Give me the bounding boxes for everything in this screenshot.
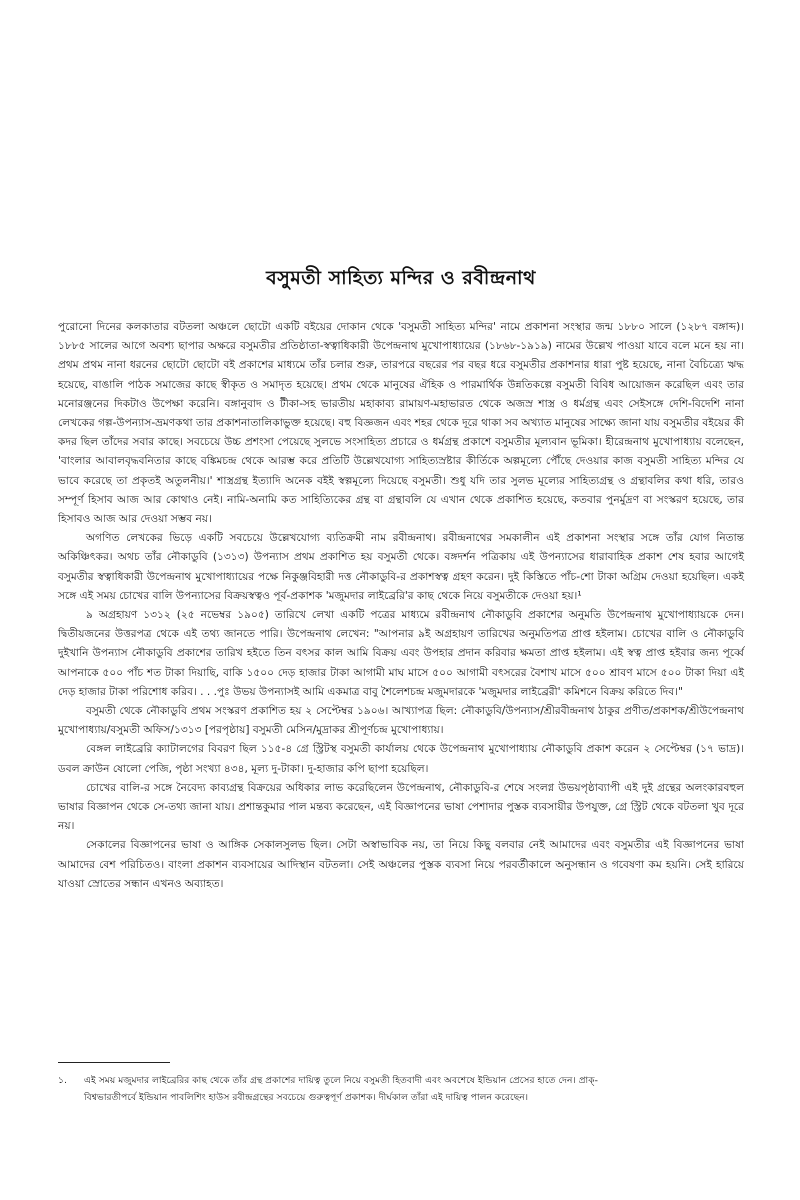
footnote-number: ১. [58,1075,67,1086]
article-body [58,318,744,894]
footnote-text: এই সময় মজুমদার লাইব্রেরির কাছ থেকে তাঁর গ্রন্থ প্রকাশের দায়িত্ব তুলে নিয়ে বসুমতী হিতবাদী এবং অবশেষে ইন্ডিয়ান প্রেসের হাতে দেন। প্রাক্- [84,1075,598,1086]
paragraph-6: চোখের বালি-র সঙ্গে নৈবেদ্য কাব্যগ্রন্থ বিক্রয়ের অধিকার লাভ করেছিলেন উপেন্দ্রনাথ, নৌকাডুবি-র শেষে সংলগ্ন উভয়পৃষ্ঠাব্যাপী এই দুই গ্রন্থের অলংকারবহুল ভাষার বিজ্ঞাপন থেকে সে-তথ্য জানা যায়। প্রশান্তকুমার পাল মন্তব্য করেছেন, এই বিজ্ঞাপনের ভাষা পেশাদার পুস্তক ব্যবসায়ীর উপযুক্ত, গ্রে স্ট্রিট থেকে বটতলা খুব দূরে নয়। [58,781,744,833]
paragraph-7: সেকালের বিজ্ঞাপনের ভাষা ও আঙ্গিক সেকালসুলভ ছিল। সেটা অস্বাভাবিক নয়, তা নিয়ে কিছু বলবার নেই আমাদের এবং বসুমতীর এই বিজ্ঞাপনের ভাষা আমাদের বেশ পরিচিতও। বাংলা প্রকাশন ব্যবসায়ের আদিস্থান বটতলা। সেই অঞ্চলের পুস্তক ব্যবসা নিয়ে পরবর্তীকালে অনুসন্ধান ও গবেষণা কম হয়নি। সেই হারিয়ে যাওয়া স্রোতের সন্ধান এখনও অব্যাহত। [58,839,744,890]
paragraph-4: বসুমতী থেকে নৌকাডুবি প্রথম সংস্করণ প্রকাশিত হয় ২ সেপ্টেম্বর ১৯০৬। আখ্যাপত্র ছিল: নৌকাডুবি/উপন্যাস/শ্রীরবীন্দ্রনাথ ঠাকুর প্রণীত/প্রকাশক/শ্রীউপেন্দ্রনাথ মুখোপাধ্যায়/বসুমতী অফিস/১৩১৩ [পরপৃষ্ঠায়] বসুমতী মেসিন/মুদ্রাকর শ্রীপূর্ণচন্দ্র মুখোপাধ্যায়। [58,705,744,737]
footnote-text-continued: বিশ্বভারতীপর্বে ইন্ডিয়ান পাবলিশিং হাউস রবীন্দ্রগ্রন্থের সবচেয়ে গুরুত্বপূর্ণ প্রকাশক। দীর্ঘকাল তাঁরা এই দায়িত্ব পালন করেছেন। [84,1092,529,1103]
paragraph-3: ৯ অগ্রহায়ণ ১৩১২ (২৫ নভেম্বর ১৯০৫) তারিখে লেখা একটি পত্রের মাধ্যমে রবীন্দ্রনাথ নৌকাডুবি প্রকাশের অনুমতি উপেন্দ্রনাথ মুখোপাধ্যায়কে দেন। দ্বিতীয়জনের উত্তরপত্র থেকে এই তথ্য জানতে পারি। উপেন্দ্রনাথ লেখেন: "আপনার ৯ই অগ্রহায়ণ তারিখের অনুমতিপত্র প্রাপ্ত হইলাম। চোখের বালি ও নৌকাডুবি দুইখানি উপন্যাস নৌকাডুবি প্রকাশের তারিখ হইতে তিন বৎসর কাল আমি বিক্রয় এবং উপহার প্রদান করিবার ক্ষমতা প্রাপ্ত হইলাম। এই স্বত্ব প্রাপ্ত হইবার জন্য পূর্ব্বে আপনাকে ৫০০ পাঁচ শত টাকা দিয়াছি, বাকি ১৫০০ দেড় হাজার টাকা আগামী মাঘ মাসে ৫০০ আগামী বৎসরের বৈশাখ মাসে ৫০০ শ্রাবণ মাসে ৫০০ টাকা দিয়া এই দেড় হাজার টাকা পরিশোধ করিব। . . .পুঃ উভয় উপন্যাসই আমি একমাত্র বাবু শৈলেশচন্দ্র মজুমদারকে 'মজুমদার লাইব্রেরী' কমিশনে বিক্রয় করিতে দিব।" [58,609,744,698]
paragraph-1: পুরোনো দিনের কলকাতার বটতলা অঞ্চলে ছোটো একটি বইয়ের দোকান থেকে 'বসুমতী সাহিত্য মন্দির' নামে প্রকাশনা সংস্থার জন্ম ১৮৮০ সালে (১২৮৭ বঙ্গাব্দ)। ১৮৮৫ সালের আগে অবশ্য ছাপার অক্ষরে বসুমতীর প্রতিষ্ঠাতা-স্বত্বাধিকারী উপেন্দ্রনাথ মুখোপাধ্যায়ের (১৮৬৮-১৯১৯) নামের উল্লেখ পাওয়া যাবে বলে মনে হয় না। প্রথম প্রথম নানা ধরনের ছোটো ছোটো বই প্রকাশের মাধ্যমে তাঁর চলার শুরু, তারপরে বছরের পর বছর ধরে বসুমতীর প্রকাশনার ধারা পুষ্ট হয়েছে, নানা বৈচিত্র্যে ঋদ্ধ হয়েছে, বাঙালি পাঠক সমাজের কাছে স্বীকৃত ও সমাদৃত হয়েছে। প্রথম থেকে মানুষের ঐহিক ও পারমার্থিক উন্নতিকল্পে বসুমতী বিবিধ আয়োজন করেছিল এবং তার মনোরঞ্জনের দিকটাও উপেক্ষা করেনি। বঙ্গানুবাদ ও টীকা-সহ ভারতীয় মহাকাব্য রামায়ণ-মহাভারত থেকে অজস্র শাস্ত্র ও ধর্মগ্রন্থ এবং সেইসঙ্গে দেশি-বিদেশি নানা লেখকের গল্প-উপন্যাস-ভ্রমণকথা তার প্রকাশনাতালিকাভুক্ত হয়েছে। বহু বিজ্ঞজন এবং শহর থেকে দূরে থাকা সব অখ্যাত মানুষের সাক্ষ্যে জানা যায় বসুমতীর বইয়ের কী কদর ছিল তাঁদের সবার কাছে। সবচেয়ে উচ্চ প্রশংসা পেয়েছে সুলভে সংসাহিত্য প্রচারে ও ধর্মগ্রন্থ প্রকাশে বসুমতীর মূল্যবান ভূমিকা। হীরেন্দ্রনাথ মুখোপাধ্যায় বলেছেন, 'বাংলার আবালবৃদ্ধবনিতার কাছে বঙ্কিমচন্দ্র থেকে আরম্ভ করে প্রতিটি উল্লেখযোগ্য সাহিত্যস্রষ্টার কীর্তিকে অল্পমূল্যে পৌঁছে দেওয়ার কাজ বসুমতী সাহিত্য মন্দির যে ভাবে করেছে তা প্রকৃতই অতুলনীয়।' শাস্ত্রগ্রন্থ ইত্যাদি অনেক বইই স্বল্পমূল্যে দিয়েছে বসুমতী। শুধু যদি তার সুলভ মূল্যের সাহিত্যগ্রন্থ ও গ্রন্থাবলির কথা ধরি, তারও সম্পূর্ণ হিসাব আজ আর কোথাও নেই। নামি-অনামি কত সাহিত্যিকের গ্রন্থ বা গ্রন্থাবলি যে এখান থেকে প্রকাশিত হয়েছে, কতবার পুনর্মুদ্রণ বা সংস্করণ হয়েছে, তার হিসাবও আজ আর দেওয়া সম্ভব নয়। [58,321,744,526]
paragraph-2: অগণিত লেখকের ভিড়ে একটি সবচেয়ে উল্লেখযোগ্য ব্যতিক্রমী নাম রবীন্দ্রনাথ। রবীন্দ্রনাথের সমকালীন এই প্রকাশনা সংস্থার সঙ্গে তাঁর যোগ নিতান্ত অকিঞ্চিৎকর। অথচ তাঁর নৌকাডুবি (১৩১৩) উপন্যাস প্রথম প্রকাশিত হয় বসুমতী থেকে। বঙ্গদর্শন পত্রিকায় এই উপন্যাসের ধারাবাহিক প্রকাশ শেষ হবার আগেই বসুমতীর স্বত্বাধিকারী উপেন্দ্রনাথ মুখোপাধ্যায়ের পক্ষে নিকুঞ্জবিহারী দত্ত নৌকাডুবি-র প্রকাশস্বত্ব গ্রহণ করেন। দুই কিস্তিতে পাঁচ-শো টাকা অগ্রিম দেওয়া হয়েছিল। একই সঙ্গে এই সময় চোখের বালি উপন্যাসের বিক্রয়স্বত্বও পূর্ব-প্রকাশক 'মজুমদার লাইব্রেরি'র কাছ থেকে নিয়ে বসুমতীকে দেওয়া হয়।¹ [58,532,744,602]
paragraph-5: বেঙ্গল লাইব্রেরি ক্যাটালগের বিবরণ ছিল ১১৫-৪ গ্রে স্ট্রিটস্থ বসুমতী কার্যালয় থেকে উপেন্দ্রনাথ মুখোপাধ্যায় নৌকাডুবি প্রকাশ করেন ২ সেপ্টেম্বর (১৭ ভাদ্র)। ডবল ক্রাউন ষোলো পেজি, পৃষ্ঠা সংখ্যা ৪৩৪, মূল্য দু-টাকা। দু-হাজার কপি ছাপা হয়েছিল। [58,743,744,775]
footnote-divider [58,1062,170,1063]
footnote [58,1072,744,1106]
page-title: বসুমতী সাহিত্য মন্দির ও রবীন্দ্রনাথ [266,267,536,289]
